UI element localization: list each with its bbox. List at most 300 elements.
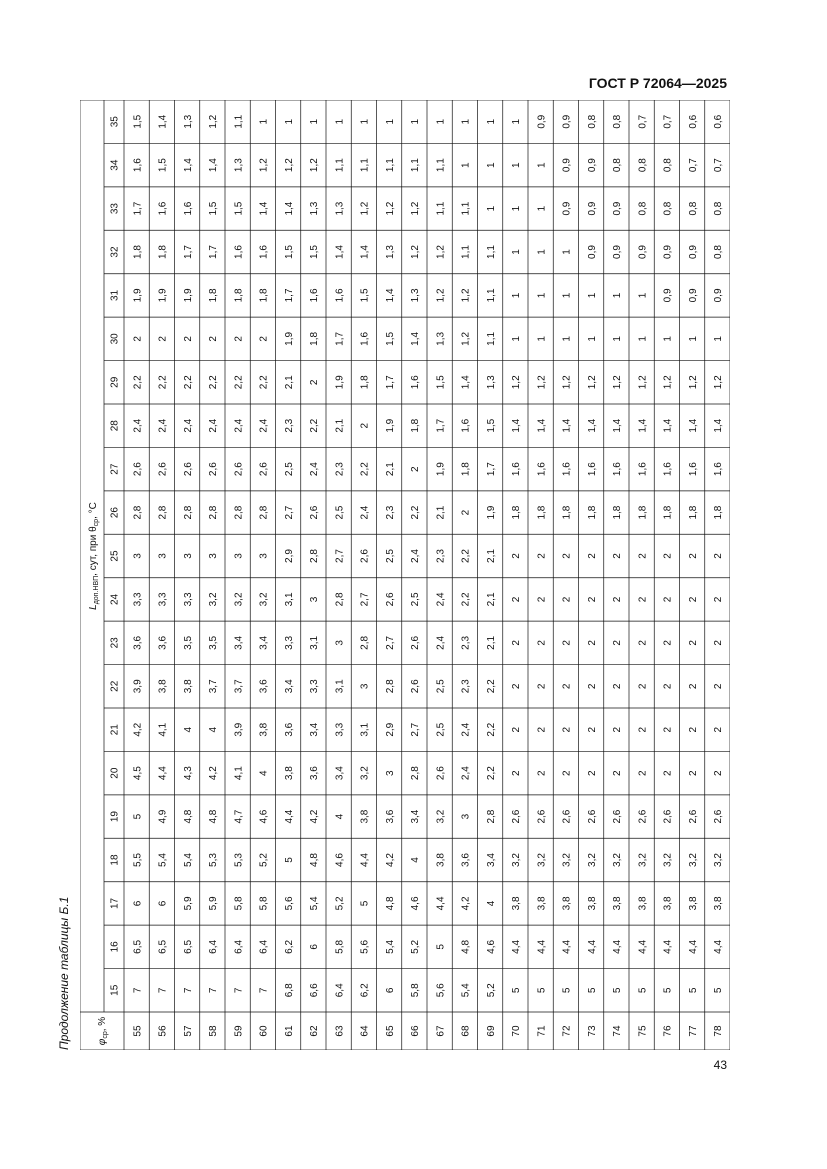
table-cell: 0,8 [687, 201, 699, 216]
row-header-humidity: 68 [460, 1025, 472, 1037]
table-cell: 2 [511, 726, 523, 733]
table-cell: 1,8 [208, 288, 220, 303]
table-cell: 1,9 [132, 288, 144, 303]
table-cell: 5,6 [359, 939, 371, 954]
table-cell: 2,2 [485, 679, 497, 694]
table-cell: 1,8 [157, 245, 169, 259]
table-cell: 0,9 [561, 114, 573, 129]
table-cell: 3,8 [687, 896, 699, 911]
table-cell: 1,6 [157, 201, 169, 216]
table-cell: 3,2 [561, 853, 573, 867]
row-header-humidity: 55 [132, 1025, 144, 1037]
table-cell: 5,4 [182, 853, 194, 867]
table-cell: 1,4 [687, 418, 699, 433]
table-cell: 4,6 [334, 853, 346, 867]
table-cell: 3 [258, 553, 270, 559]
table-cell: 0,9 [637, 245, 649, 259]
table-cell: 1,1 [485, 331, 497, 346]
table-cell: 1 [536, 292, 548, 299]
row-header-humidity: 76 [662, 1025, 674, 1037]
table-cell: 1,6 [662, 462, 674, 477]
table-cell: 2 [637, 640, 649, 646]
table-cell: 2 [687, 770, 699, 776]
table-cell: 2,6 [586, 809, 598, 824]
table-cell: 2,2 [182, 375, 194, 390]
table-cell: 2,2 [359, 462, 371, 477]
table-cell: 1,2 [208, 114, 220, 129]
table-cell: 0,8 [612, 158, 624, 173]
table-cell: 1,4 [208, 158, 220, 173]
table-cell: 1 [384, 118, 396, 125]
table-cell: 1,5 [157, 158, 169, 173]
row-header-humidity: 71 [536, 1025, 548, 1037]
table-cell: 1,2 [410, 201, 422, 216]
table-cell: 2 [511, 770, 523, 776]
table-cell: 5,9 [182, 896, 194, 911]
table-cell: 2 [586, 726, 598, 733]
table-cell: 6 [157, 900, 169, 907]
table-cell: 1,7 [485, 462, 497, 477]
table-cell: 2 [662, 770, 674, 776]
table-cell: 0,9 [586, 158, 598, 173]
table-cell: 2 [687, 596, 699, 603]
table-cell: 3,3 [309, 679, 321, 694]
table-cell: 3,4 [283, 679, 295, 694]
column-header-temperature: 32 [109, 246, 121, 258]
table-cell: 1 [334, 118, 346, 125]
table-cell: 1,6 [309, 288, 321, 303]
table-cell: 3 [309, 596, 321, 603]
table-cell: 1 [612, 292, 624, 299]
table-cell: 6,6 [309, 983, 321, 998]
table-cell: 1,6 [258, 245, 270, 259]
table-cell: 1,9 [182, 288, 194, 303]
row-header-humidity: 63 [334, 1025, 346, 1037]
table-cell: 1,2 [410, 245, 422, 259]
table-cell: 5,4 [309, 896, 321, 911]
column-header-temperature: 29 [109, 376, 121, 388]
table-cell: 3,6 [258, 679, 270, 694]
table-cell: 3,8 [662, 896, 674, 911]
table-cell: 1,4 [460, 375, 472, 390]
table-cell: 0,8 [713, 245, 725, 259]
table-cell: 5 [586, 987, 598, 994]
table-cell: 2,2 [233, 375, 245, 390]
table-cell: 1,6 [359, 331, 371, 346]
table-cell: 1,1 [460, 201, 472, 216]
table-cell: 0,8 [662, 158, 674, 173]
table-cell: 2,4 [435, 592, 447, 607]
table-cell: 2 [637, 596, 649, 603]
table-cell: 7 [132, 987, 144, 994]
table-cell: 1,2 [283, 158, 295, 173]
table-cell: 2,1 [283, 375, 295, 390]
table-cell: 1 [511, 118, 523, 125]
table-cell: 2 [561, 553, 573, 559]
table-cell: 4,4 [157, 766, 169, 781]
table-cell: 5 [637, 987, 649, 994]
table-cell: 1,5 [435, 375, 447, 390]
table-cell: 4 [208, 726, 220, 733]
table-cell: 2,4 [157, 418, 169, 433]
table-cell: 2 [612, 726, 624, 733]
table-cell: 1 [713, 336, 725, 342]
table-cell: 2 [536, 726, 548, 733]
table-cell: 3,9 [132, 679, 144, 694]
table-cell: 1,5 [485, 418, 497, 433]
data-table [80, 100, 730, 1050]
table-cell: 2,6 [713, 809, 725, 824]
table-cell: 1,1 [233, 114, 245, 129]
table-cell: 2,6 [182, 462, 194, 477]
table-cell: 5 [132, 813, 144, 820]
table-cell: 1,6 [410, 375, 422, 390]
row-header-humidity: 58 [208, 1025, 220, 1037]
table-cell: 1 [637, 292, 649, 299]
table-cell: 2,6 [637, 809, 649, 824]
table-cell: 4,8 [309, 853, 321, 867]
table-cell: 1,4 [637, 418, 649, 433]
column-header-temperature: 23 [109, 637, 121, 649]
table-cell: 3,6 [283, 722, 295, 737]
table-cell: 2,2 [485, 722, 497, 737]
table-cell: 1,7 [283, 288, 295, 303]
table-cell: 1 [511, 205, 523, 212]
table-cell: 2 [309, 379, 321, 386]
table-cell: 2,4 [208, 418, 220, 433]
table-cell: 2 [713, 596, 725, 603]
table-cell: 0,9 [561, 201, 573, 216]
table-cell: 4,8 [384, 896, 396, 911]
table-cell: 3,6 [132, 635, 144, 650]
table-cell: 2 [208, 336, 220, 342]
table-cell: 3,4 [410, 809, 422, 824]
table-cell: 2,6 [612, 809, 624, 824]
table-cell: 2,4 [410, 549, 422, 563]
row-header-humidity: 78 [713, 1025, 725, 1037]
table-cell: 3,1 [334, 679, 346, 694]
table-cell: 3,8 [586, 896, 598, 911]
table-cell: 3,6 [460, 853, 472, 867]
table-cell: 1,4 [334, 245, 346, 259]
table-cell: 2 [586, 640, 598, 646]
table-cell: 1 [485, 162, 497, 168]
table-cell: 2 [637, 553, 649, 559]
table-cell: 2,4 [309, 462, 321, 477]
table-cell: 1 [511, 249, 523, 255]
table-cell: 1 [258, 118, 270, 125]
table-cell: 2 [612, 553, 624, 559]
table-cell: 2,6 [662, 809, 674, 824]
table-cell: 1,6 [687, 462, 699, 477]
table-cell: 6,4 [233, 939, 245, 954]
table-cell: 3,2 [233, 592, 245, 607]
table-cell: 3,5 [182, 635, 194, 650]
column-header-temperature: 24 [109, 593, 121, 605]
table-cell: 5,4 [157, 853, 169, 867]
table-cell: 5,2 [334, 896, 346, 911]
table-cell: 2,7 [334, 549, 346, 563]
table-cell: 1 [561, 292, 573, 299]
table-cell: 2 [182, 336, 194, 342]
table-cell: 2,8 [485, 809, 497, 824]
row-header-humidity: 77 [687, 1025, 699, 1037]
table-cell: 1,4 [283, 201, 295, 216]
table-cell: 1,4 [157, 114, 169, 129]
table-cell: 2,8 [132, 505, 144, 520]
table-cell: 1,1 [410, 158, 422, 173]
table-cell: 3,3 [182, 592, 194, 607]
table-cell: 2 [662, 596, 674, 603]
table-cell: 7 [233, 987, 245, 994]
table-cell: 6 [309, 944, 321, 950]
table-cell: 3 [182, 553, 194, 559]
table-cell: 2,8 [233, 505, 245, 520]
table-cell: 2 [561, 770, 573, 776]
table-cell: 2,2 [410, 505, 422, 520]
table-cell: 3,6 [309, 766, 321, 781]
table-cell: 2,8 [359, 635, 371, 650]
table-cell: 1,7 [384, 375, 396, 390]
table-cell: 1,6 [637, 462, 649, 477]
table-cell: 3,2 [713, 853, 725, 867]
table-cell: 0,9 [713, 288, 725, 303]
table-cell: 2,6 [536, 809, 548, 824]
table-cell: 1,2 [536, 375, 548, 390]
table-cell: 4,2 [460, 896, 472, 911]
table-cell: 0,9 [612, 245, 624, 259]
table-cell: 2 [511, 596, 523, 603]
table-cell: 1,8 [561, 505, 573, 520]
table-cell: 2,5 [435, 679, 447, 694]
table-cell: 2,7 [384, 635, 396, 650]
table-cell: 3,1 [359, 722, 371, 737]
table-cell: 3 [460, 813, 472, 820]
table-cell: 4,8 [460, 939, 472, 954]
table-cell: 1 [309, 118, 321, 125]
table-cell: 1,8 [359, 375, 371, 390]
table-cell: 2 [561, 726, 573, 733]
table-cell: 0,9 [561, 158, 573, 173]
table-cell: 1,6 [182, 201, 194, 216]
table-cell: 3,2 [359, 766, 371, 781]
table-cell: 2,1 [384, 462, 396, 477]
table-cell: 1,8 [258, 288, 270, 303]
table-cell: 3,6 [384, 809, 396, 824]
table-cell: 3,8 [359, 809, 371, 824]
table-cell: 2 [612, 640, 624, 646]
table-cell: 1,2 [359, 201, 371, 216]
table-cell: 1,1 [485, 288, 497, 303]
table-cell: 4,4 [511, 939, 523, 954]
table-cell: 2,8 [258, 505, 270, 520]
table-cell: 3,2 [637, 853, 649, 867]
table-cell: 0,8 [713, 201, 725, 216]
table-cell: 2 [157, 336, 169, 342]
table-cell: 3 [132, 553, 144, 559]
table-cell: 2,3 [435, 549, 447, 563]
table-cell: 1 [536, 336, 548, 342]
row-header-humidity: 57 [182, 1025, 194, 1037]
table-cell: 2,4 [233, 418, 245, 433]
table-cell: 2,2 [460, 592, 472, 607]
table-cell: 2 [662, 640, 674, 646]
table-cell: 1,6 [132, 158, 144, 173]
table-cell: 1,6 [612, 462, 624, 477]
table-cell: 4,6 [410, 896, 422, 911]
table-cell: 1,2 [612, 375, 624, 390]
table-cell: 2,6 [309, 505, 321, 520]
table-cell: 4,4 [662, 939, 674, 954]
column-header-temperature: 35 [109, 116, 121, 128]
table-cell: 2,4 [359, 505, 371, 520]
table-cell: 2,1 [485, 592, 497, 607]
table-cell: 6 [384, 987, 396, 994]
table-cell: 2 [359, 422, 371, 429]
table-cell: 2,4 [182, 418, 194, 433]
table-cell: 0,8 [586, 114, 598, 129]
row-header-humidity: 72 [561, 1025, 573, 1037]
table-cell: 1 [586, 292, 598, 299]
table-cell: 1,2 [561, 375, 573, 390]
table-cell: 5 [713, 987, 725, 994]
table-cell: 7 [182, 987, 194, 994]
table-cell: 2,6 [511, 809, 523, 824]
table-cell: 1,2 [435, 288, 447, 303]
table-cell: 2,6 [157, 462, 169, 477]
column-header-temperature: 30 [109, 333, 121, 345]
table-cell: 2 [637, 726, 649, 733]
table-cell: 4,4 [283, 809, 295, 824]
column-header-temperature: 34 [109, 159, 121, 171]
table-cell: 3,2 [435, 809, 447, 824]
table-cell: 2 [687, 726, 699, 733]
table-cell: 1,8 [309, 331, 321, 346]
table-cell: 2,1 [334, 418, 346, 433]
table-cell: 1 [536, 249, 548, 255]
table-cell: 3,3 [132, 592, 144, 607]
table-cell: 2 [536, 596, 548, 603]
column-header-temperature: 31 [109, 289, 121, 301]
table-cell: 2 [713, 553, 725, 559]
table-cell: 6,5 [157, 939, 169, 954]
table-cell: 1,6 [536, 462, 548, 477]
table-cell: 2,2 [208, 375, 220, 390]
column-header-temperature: 21 [109, 724, 121, 736]
table-cell: 3,2 [208, 592, 220, 607]
column-header-temperature: 28 [109, 420, 121, 432]
table-cell: 3 [359, 683, 371, 690]
table-cell: 4,2 [384, 853, 396, 867]
table-cell: 4,4 [359, 853, 371, 867]
table-cell: 1,9 [334, 375, 346, 390]
table-cell: 1 [460, 162, 472, 168]
table-cell: 5 [511, 987, 523, 994]
table-cell: 1,2 [460, 331, 472, 346]
table-cell: 1,3 [410, 288, 422, 303]
table-cell: 2 [511, 553, 523, 559]
table-cell: 2 [637, 683, 649, 690]
table-cell: 6,4 [334, 983, 346, 998]
table-cell: 1,4 [662, 418, 674, 433]
table-cell: 0,8 [662, 201, 674, 216]
table-cell: 5 [359, 900, 371, 907]
table-cell: 4,8 [208, 809, 220, 824]
rotated-table-block [50, 100, 730, 1050]
row-header-humidity: 75 [637, 1025, 649, 1037]
table-cell: 2 [662, 553, 674, 559]
column-header-temperature: 19 [109, 811, 121, 823]
table-cell: 1,8 [460, 462, 472, 477]
table-cell: 7 [157, 987, 169, 994]
table-cell: 5,4 [460, 983, 472, 998]
table-cell: 1,8 [132, 245, 144, 259]
table-cell: 6,8 [283, 983, 295, 998]
document-title: ГОСТ Р 72064—2025 [588, 75, 727, 91]
table-cell: 5,2 [410, 939, 422, 954]
row-header-humidity: 61 [283, 1025, 295, 1037]
row-header-humidity: 69 [485, 1025, 497, 1037]
table-cell: 2,6 [132, 462, 144, 477]
table-cell: 2 [713, 726, 725, 733]
table-cell: 5,5 [132, 853, 144, 867]
table-cell: 1 [561, 249, 573, 255]
column-header-temperature: 15 [109, 984, 121, 996]
table-cell: 0,9 [662, 288, 674, 303]
table-cell: 2 [662, 683, 674, 690]
table-cell: 1,3 [309, 201, 321, 216]
table-cell: 2,6 [687, 809, 699, 824]
table-cell: 5,4 [384, 939, 396, 954]
table-cell: 3,8 [283, 766, 295, 781]
table-cell: 1,8 [536, 505, 548, 520]
table-cell: 3,7 [233, 679, 245, 694]
table-cell: 0,9 [586, 245, 598, 259]
table-cell: 2,3 [460, 679, 472, 694]
table-cell: 2,8 [334, 592, 346, 607]
table-cell: 3 [334, 640, 346, 646]
table-cell: 1,6 [233, 245, 245, 259]
table-cell: 5 [536, 987, 548, 994]
table-cell: 1 [586, 336, 598, 342]
table-cell: 1,2 [713, 375, 725, 390]
table-cell: 1 [485, 205, 497, 212]
row-header-humidity: 65 [384, 1025, 396, 1037]
table-cell: 1,3 [485, 375, 497, 390]
table-cell: 6,4 [208, 939, 220, 954]
table-cell: 4,4 [713, 939, 725, 954]
table-cell: 5,2 [485, 983, 497, 998]
table-cell: 1,9 [485, 505, 497, 520]
table-cell: 2,1 [485, 549, 497, 563]
table-cell: 4,7 [233, 809, 245, 824]
table-cell: 2 [586, 683, 598, 690]
table-cell: 1,4 [359, 245, 371, 259]
table-cell: 1,7 [435, 418, 447, 433]
table-cell: 2 [586, 770, 598, 776]
table-cell: 0,9 [612, 201, 624, 216]
table-cell: 1,4 [536, 418, 548, 433]
table-cell: 2,1 [435, 505, 447, 520]
table-cell: 1,7 [334, 331, 346, 346]
table-cell: 1,8 [410, 418, 422, 433]
table-cell: 5,6 [435, 983, 447, 998]
table-cell: 1,1 [435, 201, 447, 216]
table-cell: 4,4 [586, 939, 598, 954]
table-cell: 1,1 [435, 158, 447, 173]
table-cell: 1,5 [384, 331, 396, 346]
table-cell: 3,4 [334, 766, 346, 781]
